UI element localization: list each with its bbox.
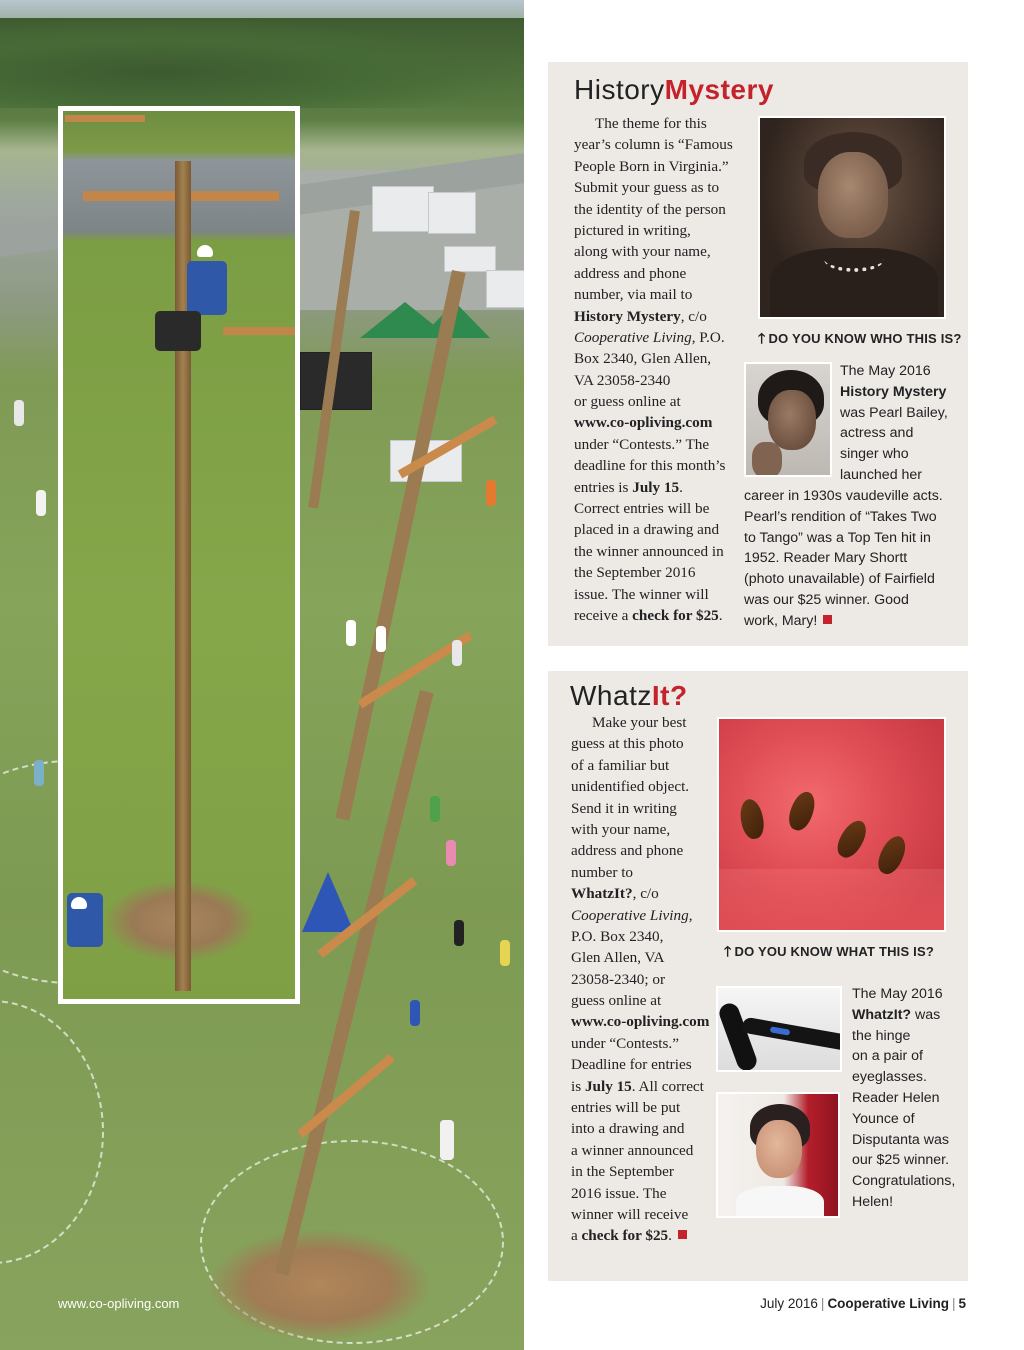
history-mystery-body-line: Submit your guess as to bbox=[574, 179, 720, 197]
history-mystery-body-line: number, via mail to bbox=[574, 286, 693, 304]
photo-truck bbox=[428, 192, 476, 234]
whatzit-answer-line: on a pair of bbox=[852, 1048, 923, 1065]
whatzit-body-line: www.co-opliving.com bbox=[571, 1013, 710, 1031]
history-mystery-body-line: the September 2016 bbox=[574, 564, 696, 582]
history-mystery-body-line: along with your name, bbox=[574, 243, 711, 261]
whatzit-answer-line: Congratulations, bbox=[852, 1173, 956, 1190]
photo-spectator bbox=[440, 1120, 454, 1160]
whatzit-answer-line: eyeglasses. bbox=[852, 1069, 927, 1086]
website-url: www.co-opliving.com bbox=[58, 1296, 180, 1311]
whatzit-instructions bbox=[571, 712, 711, 1247]
history-mystery-body-line: History Mystery, c/o bbox=[574, 307, 707, 325]
eyeglasses-hinge-photo bbox=[716, 986, 842, 1072]
history-answer-line: actress and bbox=[840, 425, 914, 442]
whatzit-answer bbox=[852, 984, 955, 1213]
history-mystery-answer-bottom bbox=[744, 486, 943, 632]
whatzit-body-line: guess at this photo bbox=[571, 735, 684, 753]
history-answer-line: was Pearl Bailey, bbox=[840, 404, 948, 421]
history-mystery-body-line: the identity of the person bbox=[574, 200, 726, 218]
history-answer-line: launched her bbox=[840, 466, 923, 483]
inset-hardhat bbox=[197, 245, 213, 257]
whatzit-body-line: a check for $25. bbox=[571, 1225, 711, 1246]
photo-tent bbox=[302, 872, 354, 932]
photo-truck bbox=[372, 186, 434, 232]
photo-truck bbox=[486, 270, 524, 308]
history-answer-line: The May 2016 bbox=[840, 363, 931, 379]
history-mystery-title: HistoryMystery bbox=[574, 74, 774, 105]
history-mystery-body-line: the winner announced in bbox=[574, 542, 724, 560]
photo-spectator bbox=[346, 620, 356, 646]
photo-spectator bbox=[446, 840, 456, 866]
history-mystery-body-line: address and phone bbox=[574, 264, 687, 282]
whatzit-answer-line: the hinge bbox=[852, 1027, 911, 1044]
history-answer-line: (photo unavailable) of Fairfield bbox=[744, 571, 935, 588]
photo-ground-circle bbox=[0, 1000, 104, 1264]
pearl-bailey-photo bbox=[744, 362, 832, 477]
history-mystery-body-line: The theme for this bbox=[595, 115, 707, 132]
photo-hills bbox=[0, 18, 524, 108]
history-mystery-body-line: www.co-opliving.com bbox=[574, 414, 713, 432]
footer-magazine: Cooperative Living bbox=[827, 1296, 949, 1311]
whatzit-body-line: into a drawing and bbox=[571, 1120, 685, 1138]
photo-truck bbox=[444, 246, 496, 272]
whatzit-body-line: is July 15. All correct bbox=[571, 1077, 704, 1095]
whatzit-body-line: number to bbox=[571, 863, 634, 881]
whatzit-mystery-photo bbox=[717, 717, 946, 932]
arrow-up-icon: 🡑 bbox=[758, 330, 766, 346]
whatzit-caption: 🡑 DO YOU KNOW WHAT THIS IS? bbox=[724, 943, 934, 959]
whatzit-body-line: 2016 issue. The bbox=[571, 1184, 667, 1202]
whatzit-body-line: a winner announced bbox=[571, 1141, 694, 1159]
helen-younce-photo bbox=[716, 1092, 840, 1218]
history-answer-line: History Mystery bbox=[840, 383, 947, 400]
history-mystery-caption: 🡑 DO YOU KNOW WHO THIS IS? bbox=[758, 330, 962, 346]
mystery-portrait-photo bbox=[758, 116, 946, 319]
whatzit-body-line: of a familiar but bbox=[571, 756, 670, 774]
history-mystery-body-line: issue. The winner will bbox=[574, 585, 709, 603]
inset-crossarm bbox=[65, 115, 145, 122]
history-mystery-body-line: People Born in Virginia.” bbox=[574, 157, 729, 175]
photo-crossarm bbox=[297, 1054, 395, 1138]
red-square-icon bbox=[823, 615, 832, 624]
inset-photo-lineman bbox=[58, 106, 300, 1004]
history-mystery-instructions bbox=[574, 113, 752, 626]
history-mystery-body-line: or guess online at bbox=[574, 393, 681, 411]
whatzit-body-line: unidentified object. bbox=[571, 778, 690, 796]
whatzit-body-line: address and phone bbox=[571, 842, 684, 860]
whatzit-body-line: with your name, bbox=[571, 820, 671, 838]
page-footer: July 2016 | Cooperative Living | 5 bbox=[760, 1296, 966, 1311]
footer-page-number: 5 bbox=[958, 1296, 966, 1311]
arrow-up-icon: 🡑 bbox=[724, 943, 732, 959]
whatzit-body-line: Glen Allen, VA bbox=[571, 949, 665, 967]
history-mystery-body-line: deadline for this month’s bbox=[574, 457, 726, 475]
photo-spectator bbox=[500, 940, 510, 966]
whatzit-body-line: P.O. Box 2340, bbox=[571, 927, 664, 945]
history-mystery-body-line: VA 23058-2340 bbox=[574, 371, 671, 389]
whatzit-answer-line: Younce of bbox=[852, 1110, 915, 1127]
inset-lineman-climbing bbox=[187, 261, 227, 315]
history-answer-line: work, Mary! bbox=[744, 611, 943, 632]
whatzit-answer-line: Reader Helen bbox=[852, 1089, 940, 1106]
whatzit-title: WhatzIt? bbox=[570, 680, 688, 711]
whatzit-body-line: in the September bbox=[571, 1163, 674, 1181]
history-answer-line: 1952. Reader Mary Shortt bbox=[744, 550, 908, 567]
history-mystery-body-line: Correct entries will be bbox=[574, 500, 710, 518]
history-answer-line: Pearl’s rendition of “Takes Two bbox=[744, 508, 937, 525]
photo-spectator bbox=[486, 480, 496, 506]
history-answer-line: to Tango” was a Top Ten hit in bbox=[744, 529, 931, 546]
history-mystery-body-line: Cooperative Living, P.O. bbox=[574, 328, 725, 346]
whatzit-answer-line: our $25 winner. bbox=[852, 1152, 950, 1169]
photo-spectator bbox=[34, 760, 44, 786]
whatzit-answer-line: The May 2016 bbox=[852, 986, 943, 1002]
history-answer-line: career in 1930s vaudeville acts. bbox=[744, 488, 943, 504]
photo-mulch bbox=[210, 1230, 430, 1340]
whatzit-body-line: winner will receive bbox=[571, 1205, 689, 1223]
photo-spectator bbox=[430, 796, 440, 822]
photo-spectator bbox=[376, 626, 386, 652]
history-mystery-answer-top bbox=[840, 361, 948, 486]
photo-spectator bbox=[454, 920, 464, 946]
whatzit-body-line: Cooperative Living, bbox=[571, 906, 693, 924]
inset-crossarm bbox=[223, 327, 300, 335]
whatzit-answer-line: WhatzIt? was bbox=[852, 1006, 941, 1023]
whatzit-body-line: 23058-2340; or bbox=[571, 970, 666, 988]
whatzit-body-line: under “Contests.” bbox=[571, 1034, 679, 1052]
photo-spectator bbox=[410, 1000, 420, 1026]
history-mystery-body-line: Box 2340, Glen Allen, bbox=[574, 350, 712, 368]
history-mystery-body-line: pictured in writing, bbox=[574, 221, 691, 239]
history-mystery-body-line: entries is July 15. bbox=[574, 478, 683, 496]
whatzit-body-line: Deadline for entries bbox=[571, 1056, 692, 1074]
inset-hardhat bbox=[71, 897, 87, 909]
photo-spectator bbox=[36, 490, 46, 516]
whatzit-body-line: Make your best bbox=[592, 714, 687, 731]
whatzit-body-line: Send it in writing bbox=[571, 799, 677, 817]
whatzit-body-line: WhatzIt?, c/o bbox=[571, 885, 659, 903]
whatzit-answer-line: Disputanta was bbox=[852, 1131, 949, 1148]
footer-issue: July 2016 bbox=[760, 1296, 818, 1311]
history-answer-line: was our $25 winner. Good bbox=[744, 591, 909, 608]
photo-spectator bbox=[452, 640, 462, 666]
history-mystery-body-line: year’s column is “Famous bbox=[574, 136, 733, 154]
history-mystery-body-line: placed in a drawing and bbox=[574, 521, 720, 539]
red-square-icon bbox=[678, 1230, 687, 1239]
whatzit-answer-line: Helen! bbox=[852, 1193, 894, 1210]
inset-lineman-legs bbox=[155, 311, 201, 351]
whatzit-body-line: guess online at bbox=[571, 992, 662, 1010]
history-mystery-body-line: receive a check for $25. bbox=[574, 606, 723, 624]
history-answer-line: singer who bbox=[840, 446, 909, 463]
whatzit-body-line: entries will be put bbox=[571, 1099, 681, 1117]
photo-spectator bbox=[14, 400, 24, 426]
history-mystery-body-line: under “Contests.” The bbox=[574, 435, 710, 453]
